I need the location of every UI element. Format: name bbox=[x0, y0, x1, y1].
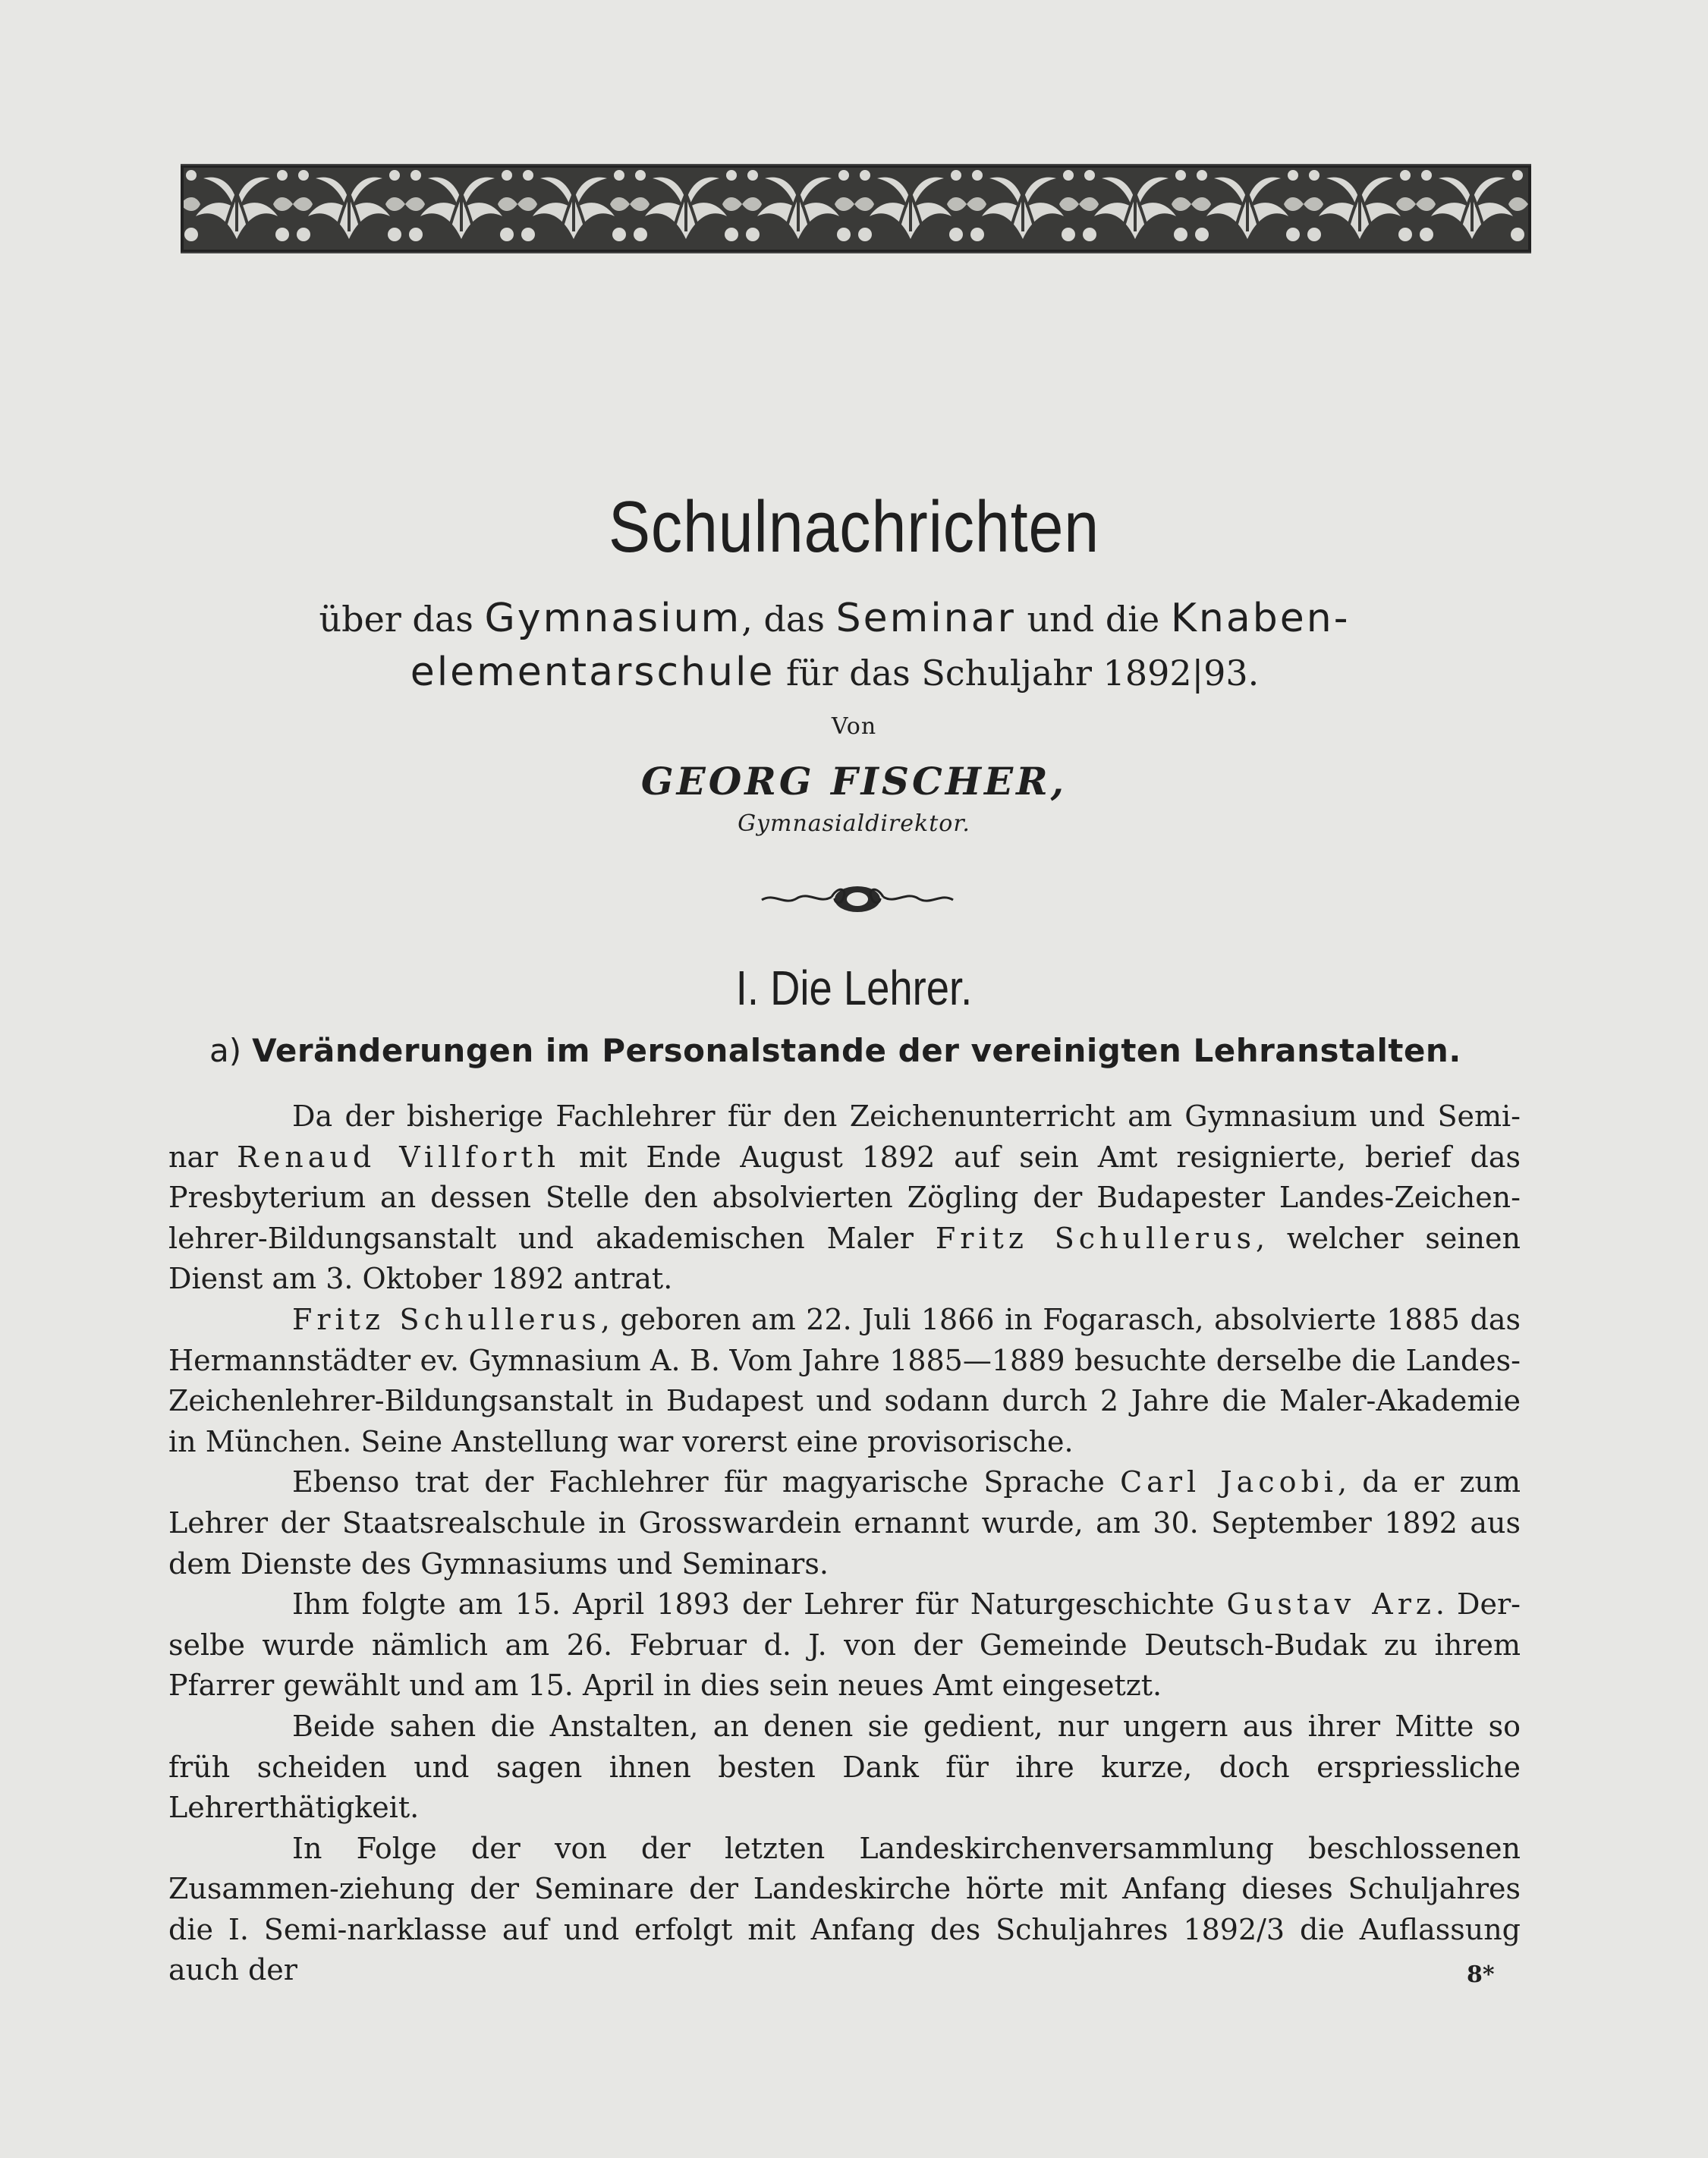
page-number: 8* bbox=[1467, 1961, 1495, 1988]
person-name: Gustav Arz bbox=[1226, 1587, 1436, 1622]
subtitle bbox=[175, 592, 1495, 700]
subtitle-knaben: Knaben- bbox=[1170, 596, 1351, 641]
author-name: GEORG FISCHER, bbox=[640, 759, 1068, 804]
subtitle-text: und die bbox=[1015, 599, 1171, 640]
body-text bbox=[168, 1096, 1521, 1991]
paragraph bbox=[168, 1584, 1521, 1707]
paragraph-text: mit Ende August 1892 auf sein Amt resignierte, berief das Presbyterium an dessen Stelle den absolvierten Zögling der Budapester Landes-Zeichen-lehrer-Bildungsanstalt und akademischen Maler bbox=[168, 1140, 1521, 1255]
person-name: Renaud Villforth bbox=[237, 1140, 561, 1174]
paragraph-text: Da der bisherige Fachlehrer für den Zeichenunterricht am Gymnasium und Semi-nar bbox=[168, 1099, 1521, 1174]
paragraph-text: . Der-selbe wurde nämlich am 26. Februar d. J. von der Gemeinde Deutsch-Budak zu ihrem Pfarrer gewählt und am 15. April in dies sein neues Amt eingesetzt. bbox=[168, 1587, 1521, 1703]
paragraph-text: Ihm folgte am 15. April 1893 der Lehrer für Naturgeschichte bbox=[292, 1587, 1227, 1622]
subtitle-text: für das Schuljahr 1892|93. bbox=[775, 653, 1260, 694]
person-name: Fritz Schullerus bbox=[935, 1221, 1256, 1255]
paragraph: In Folge der von der letzten Landeskirchenversammlung beschlossenen Zusammen-ziehung der Seminare der Landeskirche hörte mit Anfang dieses Schuljahres die I. Semi-narklasse auf und erfolgt mit Anfang des Schuljahres 1892/3 die Auflassung auch der bbox=[168, 1831, 1521, 1987]
subsection-title: Veränderungen im Personalstande der vereinigten Lehranstalten. bbox=[252, 1032, 1461, 1069]
scroll-divider-ornament-icon bbox=[759, 880, 956, 918]
subtitle-gymnasium: Gymnasium bbox=[484, 596, 742, 641]
section-heading: I. Die Lehrer. bbox=[735, 961, 973, 1015]
person-name: Carl Jacobi bbox=[1120, 1465, 1338, 1499]
paragraph bbox=[168, 1300, 1521, 1462]
person-name: Fritz Schullerus bbox=[292, 1302, 601, 1336]
subtitle-elementarschule: elementarschule bbox=[410, 650, 775, 695]
byline: Von bbox=[831, 713, 877, 740]
paragraph-text: Ebenso trat der Fachlehrer für magyarische Sprache bbox=[292, 1465, 1121, 1499]
subtitle-text: über das bbox=[319, 599, 485, 640]
floral-band-ornament-icon bbox=[181, 163, 1531, 254]
paragraph bbox=[168, 1096, 1521, 1300]
paragraph-text: , da er zum Lehrer der Staatsrealschule in Grosswardein ernannt wurde, am 30. September 1892 aus dem Dienste des Gymnasiums und Seminars. bbox=[168, 1465, 1521, 1581]
paragraph-text: , geboren am 22. Juli 1866 in Fogarasch, absolvierte 1885 das Hermannstädter ev. Gymnasium A. B. Vom Jahre 1885—1889 besuchte derselbe die Landes-Zeichenlehrer-Bildungsanstalt in Budapest und sodann durch 2 Jahre die Maler-Akademie in München. Seine Anstellung war vorerst eine provisorische. bbox=[168, 1302, 1521, 1458]
paragraph-text: , welcher seinen Dienst am 3. Oktober 1892 antrat. bbox=[168, 1221, 1521, 1296]
subsection-heading bbox=[209, 1032, 1499, 1069]
page-title: Schulnachrichten bbox=[608, 486, 1100, 568]
subsection-label: a) bbox=[209, 1032, 242, 1069]
paragraph: Beide sahen die Anstalten, an denen sie gedient, nur ungern aus ihrer Mitte so früh scheiden und sagen ihnen besten Dank für ihre kurze, doch erspriessliche Lehrerthätigkeit. bbox=[168, 1709, 1521, 1825]
paragraph bbox=[168, 1462, 1521, 1584]
subtitle-text: , das bbox=[741, 599, 836, 640]
author-title: Gymnasialdirektor. bbox=[738, 810, 970, 837]
subtitle-seminar: Seminar bbox=[835, 596, 1016, 641]
